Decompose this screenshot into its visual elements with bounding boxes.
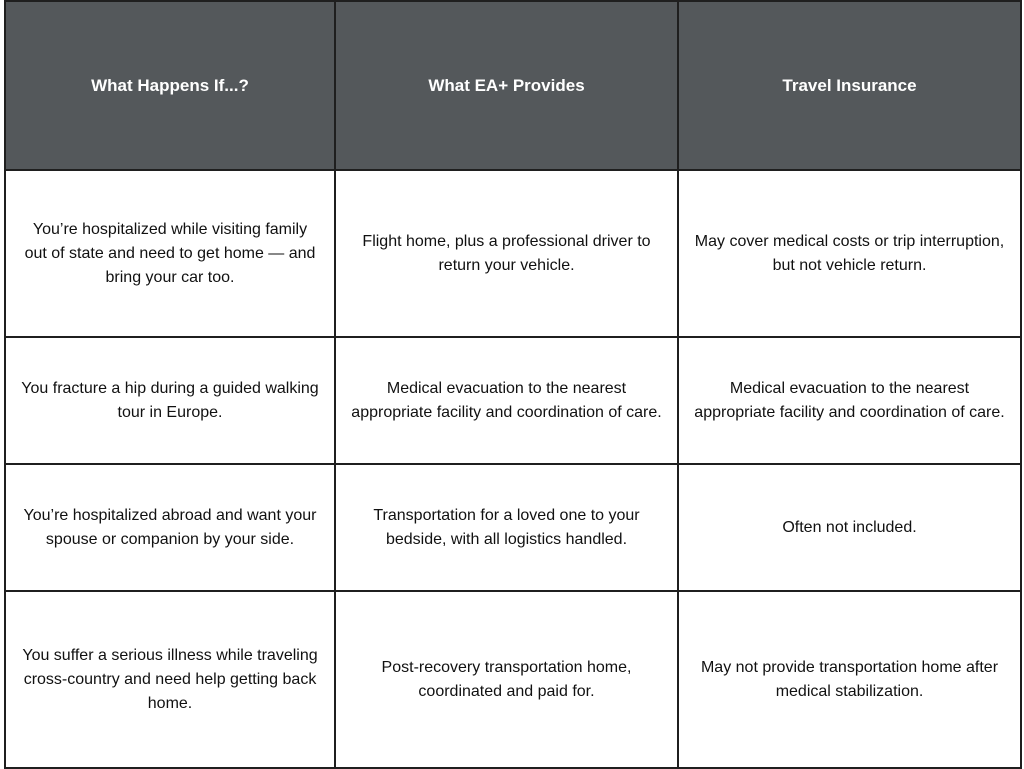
table-row bbox=[5, 591, 1021, 768]
travel-insurance-cell: May cover medical costs or trip interruption, but not vehicle return. bbox=[678, 170, 1021, 337]
travel-insurance-cell: Often not included. bbox=[678, 464, 1021, 591]
header-ea-provides: What EA+ Provides bbox=[335, 1, 678, 170]
header-what-happens: What Happens If...? bbox=[5, 1, 335, 170]
travel-insurance-cell: May not provide transportation home after medical stabilization. bbox=[678, 591, 1021, 768]
table-row bbox=[5, 170, 1021, 337]
travel-insurance-cell: Medical evacuation to the nearest appropriate facility and coordination of care. bbox=[678, 337, 1021, 464]
scenario-cell: You suffer a serious illness while traveling cross-country and need help getting back home. bbox=[5, 591, 335, 768]
ea-provides-cell: Transportation for a loved one to your bedside, with all logistics handled. bbox=[335, 464, 678, 591]
comparison-table bbox=[4, 0, 1022, 769]
scenario-cell: You’re hospitalized while visiting family out of state and need to get home — and bring your car too. bbox=[5, 170, 335, 337]
ea-provides-cell: Medical evacuation to the nearest appropriate facility and coordination of care. bbox=[335, 337, 678, 464]
ea-provides-cell: Post-recovery transportation home, coordinated and paid for. bbox=[335, 591, 678, 768]
ea-provides-cell: Flight home, plus a professional driver to return your vehicle. bbox=[335, 170, 678, 337]
header-travel-insurance: Travel Insurance bbox=[678, 1, 1021, 170]
scenario-cell: You fracture a hip during a guided walking tour in Europe. bbox=[5, 337, 335, 464]
table-row bbox=[5, 337, 1021, 464]
table-row bbox=[5, 464, 1021, 591]
table-header-row bbox=[5, 1, 1021, 170]
scenario-cell: You’re hospitalized abroad and want your spouse or companion by your side. bbox=[5, 464, 335, 591]
